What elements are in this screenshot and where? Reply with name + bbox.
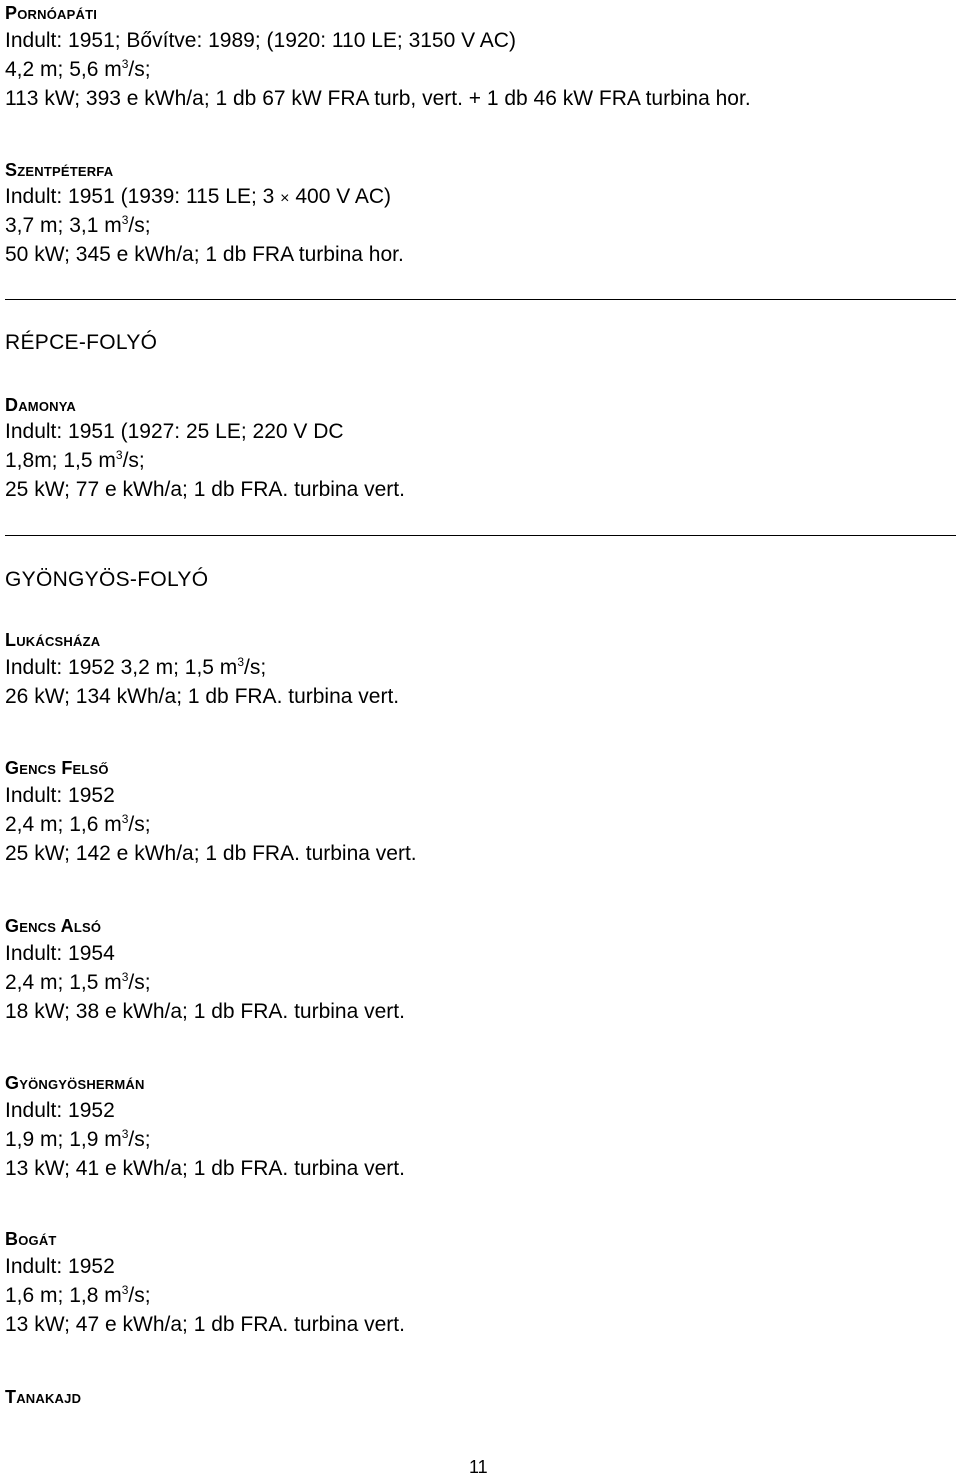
- bogat-line-3: 13 kW; 47 e kWh/a; 1 db FRA. turbina vert.: [5, 1313, 405, 1336]
- gencs-felso-line-3: 25 kW; 142 e kWh/a; 1 db FRA. turbina vert.: [5, 842, 417, 865]
- gencs-felso-line-2: 2,4 m; 1,6 $m^3/s$;: [5, 812, 151, 836]
- river-heading-gyongyos: GYÖNGYÖS-FOLYÓ: [5, 568, 209, 591]
- pornoapati-line-1: Indult: 1951; Bővítve: 1989; (1920: 110 LE; 3150 V AC): [5, 29, 516, 52]
- gyongyoshermann-line-1: Indult: 1952: [5, 1099, 115, 1122]
- bogat-line-2: 1,6 m; 1,8 $m^3/s$;: [5, 1283, 151, 1307]
- damonya-line-1: Indult: 1951 (1927: 25 LE; 220 V DC: [5, 420, 344, 443]
- heading-pornoapati: Pornóapáti: [5, 3, 98, 23]
- river-heading-repce: RÉPCE-FOLYÓ: [5, 331, 158, 354]
- bogat-line-1: Indult: 1952: [5, 1255, 115, 1278]
- szentpeterfa-line-2: 3,7 m; 3,1 $m^3/s$;: [5, 213, 151, 237]
- page-number: 11: [469, 1457, 488, 1477]
- heading-gyongyoshermann: Gyöngyöshermán: [5, 1073, 145, 1093]
- gencs-felso-line-1: Indult: 1952: [5, 784, 115, 807]
- szentpeterfa-line-1: Indult: 1951 (1939: 115 LE; 3 × 400 V AC): [5, 185, 392, 208]
- heading-damonya: Damonya: [5, 395, 76, 415]
- section-divider: [5, 535, 956, 536]
- heading-lukacshaza: Lukácsháza: [5, 630, 101, 650]
- damonya-line-3: 25 kW; 77 e kWh/a; 1 db FRA. turbina vert.: [5, 478, 405, 501]
- heading-gencs-also: Gencs Alsó: [5, 916, 102, 936]
- pornoapati-line-2: 4,2 m; 5,6 $m^3/s$;: [5, 57, 151, 81]
- heading-bogat: Bogát: [5, 1229, 57, 1249]
- heading-szentpeterfa: Szentpéterfa: [5, 160, 114, 180]
- lukacshaza-line-1: Indult: 1952 3,2 m; 1,5 $m^3/s$;: [5, 655, 267, 679]
- szentpeterfa-line-3: 50 kW; 345 e kWh/a; 1 db FRA turbina hor.: [5, 243, 404, 266]
- lukacshaza-line-2: 26 kW; 134 kWh/a; 1 db FRA. turbina vert.: [5, 685, 400, 708]
- gyongyoshermann-line-3: 13 kW; 41 e kWh/a; 1 db FRA. turbina vert.: [5, 1157, 405, 1180]
- gyongyoshermann-line-2: 1,9 m; 1,9 $m^3/s$;: [5, 1127, 151, 1151]
- pornoapati-line-3: 113 kW; 393 e kWh/a; 1 db 67 kW FRA turb, vert. + 1 db 46 kW FRA turbina hor.: [5, 87, 751, 110]
- gencs-also-line-1: Indult: 1954: [5, 942, 115, 965]
- heading-gencs-felso: Gencs Felső: [5, 758, 109, 778]
- damonya-line-2: 1,8m; 1,5 $m^3/s$;: [5, 448, 145, 472]
- gencs-also-line-3: 18 kW; 38 e kWh/a; 1 db FRA. turbina vert.: [5, 1000, 405, 1023]
- gencs-also-line-2: 2,4 m; 1,5 $m^3/s$;: [5, 970, 151, 994]
- heading-tanakajd: Tanakajd: [5, 1387, 82, 1407]
- section-divider: [5, 299, 956, 300]
